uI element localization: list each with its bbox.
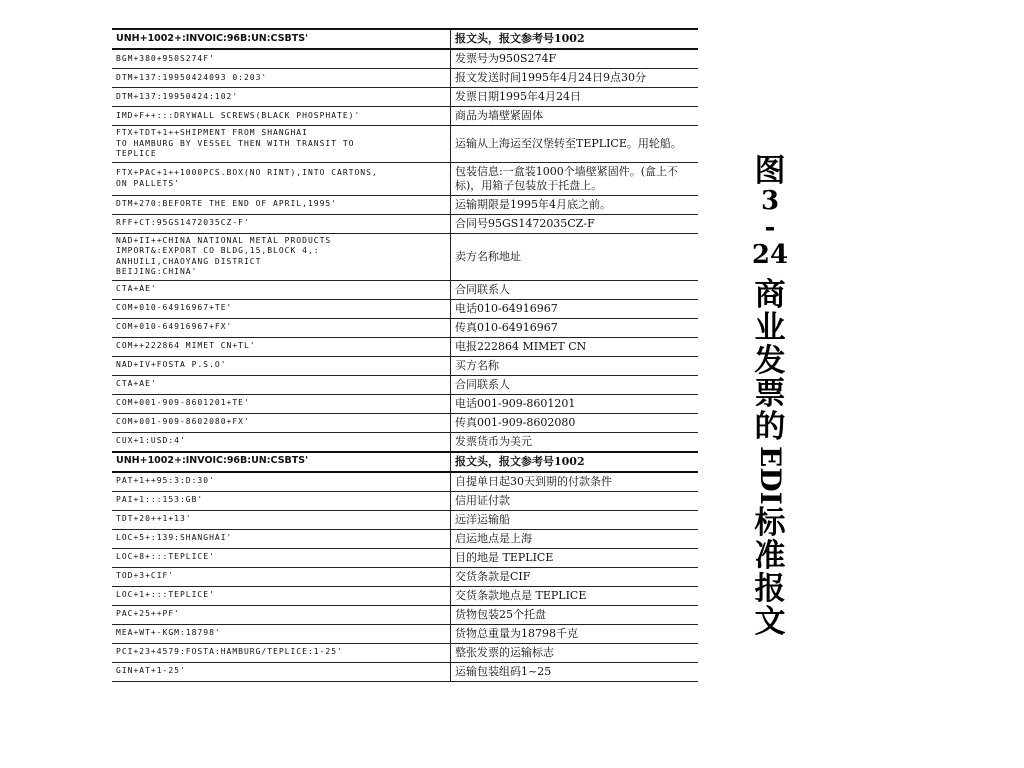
caption-num2: 24 (751, 240, 789, 270)
caption-char: 票 (754, 376, 786, 412)
table-row (112, 586, 698, 605)
edi-segment: NAD+II++CHINA NATIONAL METAL PRODUCTS IMPORT&:EXPORT CO BLDG,15,BLOCK 4,: ANHUILI,CHAOYANG DISTRICT BEIJING:CHINA' (112, 233, 451, 280)
segment-description: 信用证付款 (451, 491, 699, 510)
caption-num1: 3 (760, 186, 780, 216)
segment-description: 整张发票的运输标志 (451, 643, 699, 662)
segment-description: 电话001-909-8601201 (451, 394, 699, 413)
edi-invoice-table (112, 28, 698, 682)
table-row (112, 126, 698, 163)
table-row (112, 529, 698, 548)
segment-description: 运输从上海运至汉堡转至TEPLICE。用轮船。 (451, 126, 699, 163)
segment-description: 电报222864 MIMET CN (451, 337, 699, 356)
segment-description: 货物包装25个托盘 (451, 605, 699, 624)
edi-segment: FTX+PAC+1++1000PCS.BOX(NO RINT),INTO CARTONS, ON PALLETS' (112, 162, 451, 195)
segment-description: 包装信息:一盒装1000个墙壁紧固件。(盒上不标)，用箱子包装放于托盘上。 (451, 162, 699, 195)
edi-segment: MEA+WT+-KGM:18798' (112, 624, 451, 643)
edi-segment: COM+001-909-8602080+FX' (112, 413, 451, 432)
segment-description: 电话010-64916967 (451, 299, 699, 318)
segment-description: 卖方名称地址 (451, 233, 699, 280)
caption-char: 的 (754, 409, 786, 445)
edi-segment: TDT+20++1+13' (112, 510, 451, 529)
edi-segment: DTM+270:BEFORTE THE END OF APRIL,1995' (112, 195, 451, 214)
table-row (112, 605, 698, 624)
segment-description: 传真001-909-8602080 (451, 413, 699, 432)
edi-segment: COM+001-909-8601201+TE' (112, 394, 451, 413)
edi-segment: PAC+25++PF' (112, 605, 451, 624)
table-row (112, 375, 698, 394)
segment-description: 报文发送时间1995年4月24日9点30分 (451, 69, 699, 88)
segment-description: 远洋运输船 (451, 510, 699, 529)
edi-segment: CUX+1:USD:4' (112, 432, 451, 452)
table-row (112, 491, 698, 510)
edi-segment: PCI+23+4579:FOSTA:HAMBURG/TEPLICE:1-25' (112, 643, 451, 662)
edi-segment: CTA+AE' (112, 280, 451, 299)
figure-caption (745, 155, 795, 639)
caption-char: 商 (754, 277, 786, 313)
segment-description: 买方名称 (451, 356, 699, 375)
table-row (112, 394, 698, 413)
caption-fig: 图 (754, 153, 786, 189)
segment-description: 运输期限是1995年4月底之前。 (451, 195, 699, 214)
edi-segment: TOD+3+CIF' (112, 567, 451, 586)
table-row (112, 318, 698, 337)
segment-description: 运输包装组码1~25 (451, 662, 699, 681)
table-row (112, 233, 698, 280)
table-row (112, 662, 698, 681)
table-row (112, 567, 698, 586)
edi-segment: UNH+1002+:INVOIC:96B:UN:CSBTS' (112, 452, 451, 472)
edi-segment: NAD+IV+FOSTA P.S.O' (112, 356, 451, 375)
table-row (112, 624, 698, 643)
edi-segment: LOC+1+:::TEPLICE' (112, 586, 451, 605)
segment-description: 自提单日起30天到期的付款条件 (451, 472, 699, 492)
segment-description: 合同联系人 (451, 375, 699, 394)
table-header-row (112, 29, 698, 49)
segment-description: 发票号为950S274F (451, 49, 699, 69)
caption-char: 文 (754, 603, 786, 640)
table-row (112, 413, 698, 432)
table-row (112, 548, 698, 567)
edi-segment: COM++222864 MIMET CN+TL' (112, 337, 451, 356)
edi-segment: IMD+F++:::DRYWALL SCREWS(BLACK PHOSPHATE)' (112, 107, 451, 126)
table-header-row (112, 452, 698, 472)
segment-description: 货物总重量为18798千克 (451, 624, 699, 643)
table-row (112, 510, 698, 529)
segment-description: 报文头，报文参考号1002 (451, 29, 699, 49)
segment-description: 发票货币为美元 (451, 432, 699, 452)
edi-segment: LOC+5+:139:SHANGHAI' (112, 529, 451, 548)
edi-segment: BGM+380+950S274F' (112, 49, 451, 69)
table-row (112, 195, 698, 214)
caption-char: 发 (754, 343, 786, 379)
segment-description: 交货条款地点是 TEPLICE (451, 586, 699, 605)
table-row (112, 69, 698, 88)
edi-segment: PAT+1++95:3:D:30' (112, 472, 451, 492)
segment-description: 合同联系人 (451, 280, 699, 299)
caption-char: 报 (754, 570, 786, 607)
table-row (112, 214, 698, 233)
caption-latin: EDI (754, 446, 787, 505)
table-row (112, 643, 698, 662)
edi-segment: COM+010-64916967+FX' (112, 318, 451, 337)
table-row (112, 472, 698, 492)
segment-description: 合同号95GS1472035CZ-F (451, 214, 699, 233)
table-row (112, 162, 698, 195)
segment-description: 发票日期1995年4月24日 (451, 88, 699, 107)
edi-segment: CTA+AE' (112, 375, 451, 394)
edi-segment: UNH+1002+:INVOIC:96B:UN:CSBTS' (112, 29, 451, 49)
segment-description: 商品为墙壁紧固体 (451, 107, 699, 126)
edi-segment: PAI+1:::153:GB' (112, 491, 451, 510)
caption-char: 业 (754, 310, 786, 346)
table-row (112, 49, 698, 69)
table-row (112, 432, 698, 452)
table-row (112, 280, 698, 299)
table-row (112, 88, 698, 107)
edi-segment: DTM+137:19950424093 0:203' (112, 69, 451, 88)
table-row (112, 299, 698, 318)
segment-description: 启运地点是上海 (451, 529, 699, 548)
caption-char: 准 (754, 537, 786, 574)
edi-segment: RFF+CT:95GS1472035CZ-F' (112, 214, 451, 233)
edi-segment: COM+010-64916967+TE' (112, 299, 451, 318)
caption-char: 标 (754, 504, 786, 541)
edi-segment: DTM+137:19950424:102' (112, 88, 451, 107)
segment-description: 目的地是 TEPLICE (451, 548, 699, 567)
table-row (112, 107, 698, 126)
edi-segment: GIN+AT+1-25' (112, 662, 451, 681)
segment-description: 传真010-64916967 (451, 318, 699, 337)
caption-dash: - (764, 213, 776, 243)
segment-description: 交货条款是CIF (451, 567, 699, 586)
edi-segment: FTX+TDT+1++SHIPMENT FROM SHANGHAI TO HAMBURG BY VESSEL THEN WITH TRANSIT TO TEPLICE (112, 126, 451, 163)
table-row (112, 356, 698, 375)
segment-description: 报文头，报文参考号1002 (451, 452, 699, 472)
edi-table-body (112, 29, 698, 681)
edi-segment: LOC+8+:::TEPLICE' (112, 548, 451, 567)
table-row (112, 337, 698, 356)
